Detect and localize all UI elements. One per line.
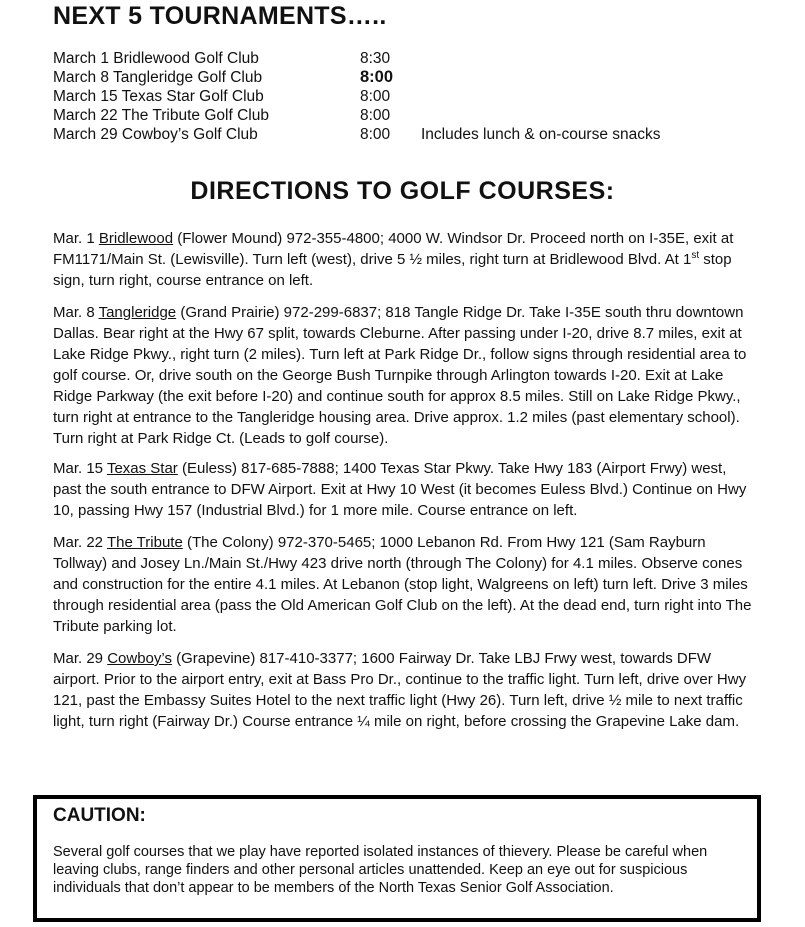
course-name: Bridlewood bbox=[98, 230, 174, 247]
direction-date: Mar. 22 bbox=[53, 534, 104, 551]
direction-date: Mar. 15 bbox=[53, 460, 104, 477]
direction-text-end: stop sign, turn right, course entrance on left. bbox=[53, 251, 732, 289]
caution-text: Several golf courses that we play have reported isolated instances of thievery. Please be careful when leaving clubs, range finders and other personal articles unattended. Keep an eye out for suspicious individuals that don’t appear to be members of the North Texas Senior Golf Association. bbox=[53, 844, 708, 896]
direction-text: (Grapevine) 817-410-3377; 1600 Fairway Dr. Take LBJ Frwy west, towards DFW airport. Prior to the airport entry, exit at Bass Pro Dr., continue to the traffic light. Turn left, drive over Hwy 121, past the Embassy Suites Hotel to the next traffic light (Hwy 26). Turn left, drive ½ mile to next traffic light, turn right (Fairway Dr.) Course entrance ¼ mile on right, before crossing the Grapevine Lake dam. bbox=[53, 650, 747, 730]
direction-text: (The Colony) 972-370-5465; 1000 Lebanon Rd. From Hwy 121 (Sam Rayburn Tollway) and Josey Ln./Main St./Hwy 423 drive north (through The Colony) for 4.1 miles. Observe cones and construction for the entire 4.1 miles. At Lebanon (stop light, Walgreens on left) turn left. Drive 3 miles through residential area (pass the Old American Golf Club on the left). At the dead end, turn right into The Tribute parking lot. bbox=[53, 534, 752, 635]
direction-date: Mar. 29 bbox=[53, 650, 104, 667]
schedule-time: 8:30 bbox=[360, 50, 391, 67]
page-title: NEXT 5 TOURNAMENTS….. bbox=[53, 2, 387, 30]
ordinal-suffix: st bbox=[691, 250, 700, 261]
course-name: The Tribute bbox=[106, 534, 183, 551]
schedule-course: March 22 The Tribute Golf Club bbox=[53, 107, 269, 124]
directions-heading: DIRECTIONS TO GOLF COURSES: bbox=[190, 177, 615, 205]
schedule-course: March 8 Tangleridge Golf Club bbox=[53, 69, 263, 86]
direction-text: (Flower Mound) 972-355-4800; 4000 W. Windsor Dr. Proceed north on I-35E, exit at FM1171/Main St. (Lewisville). Turn left (west), drive 5 ½ miles, right turn at Bridlewood Blvd. At 1 bbox=[53, 230, 734, 268]
course-name: Cowboy’s bbox=[107, 650, 172, 667]
direction-text: (Grand Prairie) 972-299-6837; 818 Tangle Ridge Dr. Take I-35E south thru downtown Dallas. Bear right at the Hwy 67 split, towards Cleburne. After passing under I-20, drive 8.7 miles, exit at Lake Ridge Pkwy., right turn (2 miles). Turn left at Park Ridge Dr., follow signs through residential area to golf course. Or, drive south on the George Bush Turnpike through Arlington towards I-20. Exit at Lake Ridge Parkway (the exit before I-20) and continue south for approx 8.5 miles. Still on Lake Ridge Pkwy., turn right at entrance to the Tangleridge housing area. Drive approx. 1.2 miles (past elementary school). Turn right at Park Ridge Ct. (Leads to golf course). bbox=[53, 304, 747, 447]
caution-title: CAUTION: bbox=[53, 805, 146, 826]
course-name: Texas Star bbox=[106, 460, 178, 477]
direction-paragraph bbox=[53, 302, 753, 449]
schedule-time: 8:00 bbox=[360, 126, 391, 143]
direction-paragraph bbox=[53, 458, 753, 521]
direction-paragraph bbox=[53, 532, 753, 637]
direction-text: (Euless) 817-685-7888; 1400 Texas Star Pkwy. Take Hwy 183 (Airport Frwy) west, past the south entrance to DFW Airport. Exit at Hwy 10 West (it becomes Euless Blvd.) Continue on Hwy 10, passing Hwy 157 (Industrial Blvd.) for 1 more mile. Course entrance on left. bbox=[53, 460, 747, 519]
schedule-time: 8:00 bbox=[360, 68, 394, 86]
schedule-course: March 29 Cowboy’s Golf Club bbox=[53, 126, 258, 143]
schedule-time: 8:00 bbox=[360, 88, 391, 105]
direction-paragraph bbox=[53, 648, 753, 732]
directions-list bbox=[53, 228, 753, 742]
schedule-course: March 15 Texas Star Golf Club bbox=[53, 88, 264, 105]
schedule-time: 8:00 bbox=[360, 107, 391, 124]
schedule-note: Includes lunch & on-course snacks bbox=[421, 126, 661, 143]
course-name: Tangleridge bbox=[98, 304, 177, 321]
direction-paragraph bbox=[53, 228, 753, 291]
direction-date: Mar. 1 bbox=[53, 230, 95, 247]
schedule-course: March 1 Bridlewood Golf Club bbox=[53, 50, 259, 67]
caution-box bbox=[33, 795, 761, 922]
direction-date: Mar. 8 bbox=[53, 304, 95, 321]
